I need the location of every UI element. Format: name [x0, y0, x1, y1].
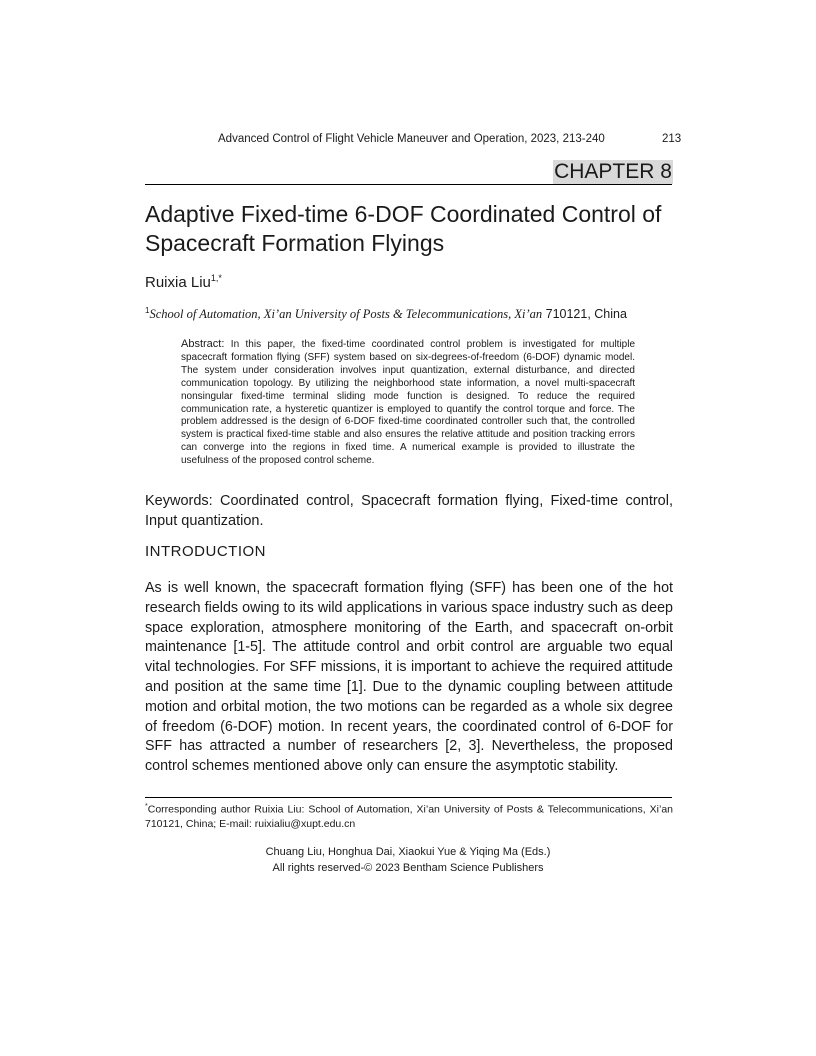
- copyright-line: All rights reserved-© 2023 Bentham Science Publishers: [272, 862, 544, 874]
- affiliation-mark: 1: [145, 306, 150, 315]
- affiliation-postcode: 710121, China: [542, 307, 627, 322]
- footnote-divider: [145, 797, 672, 798]
- chapter-label: CHAPTER 8: [554, 160, 672, 183]
- footnote: [145, 800, 673, 831]
- paper-title: Adaptive Fixed-time 6-DOF Coordinated Control of Spacecraft Formation Flyings: [145, 201, 662, 256]
- author-line: [145, 273, 222, 291]
- running-head: Advanced Control of Flight Vehicle Maneuver and Operation, 2023, 213-240: [218, 133, 605, 145]
- abstract-label: Abstract:: [181, 338, 225, 350]
- body-paragraph: As is well known, the spacecraft formation flying (SFF) has been one of the hot research fields owing to its wild applications in various space industry such as deep space exploration, atmosphere monitoring of the Earth, and spacecraft on-orbit maintenance [1-5]. The attitude control and orbit control are arguable two equal vital technologies. For SFF missions, it is important to achieve the required attitude and position at the same time [1]. Due to the dynamic coupling between attitude motion and orbital motion, the two motions can be regarded as a whole six degree of freedom (6-DOF) motion. In recent years, the coordinated control of 6-DOF for SFF has attracted a number of researchers [2, 3]. Nevertheless, the proposed control schemes mentioned above only can ensure the asymptotic stability.: [145, 580, 673, 775]
- footnote-mark: *: [145, 803, 148, 810]
- author-name: Ruixia Liu: [145, 274, 211, 291]
- abstract: [181, 338, 635, 468]
- keywords-label: Keywords:: [145, 493, 213, 509]
- header-divider: [145, 184, 672, 185]
- footnote-text: Corresponding author Ruixia Liu: School of Automation, Xi’an University of Posts & Telecommunications, Xi’an 710121, China; E-mail: ruixialiu@xupt.edu.cn: [145, 803, 673, 830]
- author-marks: 1,*: [210, 273, 222, 283]
- editors-line: Chuang Liu, Honghua Dai, Xiaokui Yue & Yiqing Ma (Eds.): [265, 846, 551, 858]
- affiliation: [145, 306, 627, 322]
- affiliation-institution: School of Automation, Xi’an University of Posts & Telecommunications, Xi’an: [149, 307, 543, 322]
- abstract-text: In this paper, the fixed-time coordinated control problem is investigated for multiple spacecraft formation flying (SFF) system based on six-degrees-of-freedom (6-DOF) dynamic model. The system under consideration involves input quantization, external disturbance, and directed communication topology. By utilizing the neighborhood state information, a novel multi-spacecraft nonsingular fixed-time terminal sliding mode function is designed. To reduce the required communication rate, a hysteretic quantizer is employed to quantify the control torque and force. The problem addressed is the design of 6-DOF fixed-time coordinated controller such that, the controlled system is practical fixed-time stable and also ensures the relative attitude and position tracking errors can converge into the regions in fixed time. A numerical example is provided to illustrate the usefulness of the proposed control scheme.: [181, 339, 636, 467]
- page-number: 213: [662, 133, 682, 145]
- section-heading: INTRODUCTION: [145, 543, 266, 560]
- publication-info: [0, 844, 816, 876]
- keywords-text: Coordinated control, Spacecraft formation flying, Fixed-time control, Input quantization.: [145, 493, 674, 529]
- keywords: [145, 491, 673, 531]
